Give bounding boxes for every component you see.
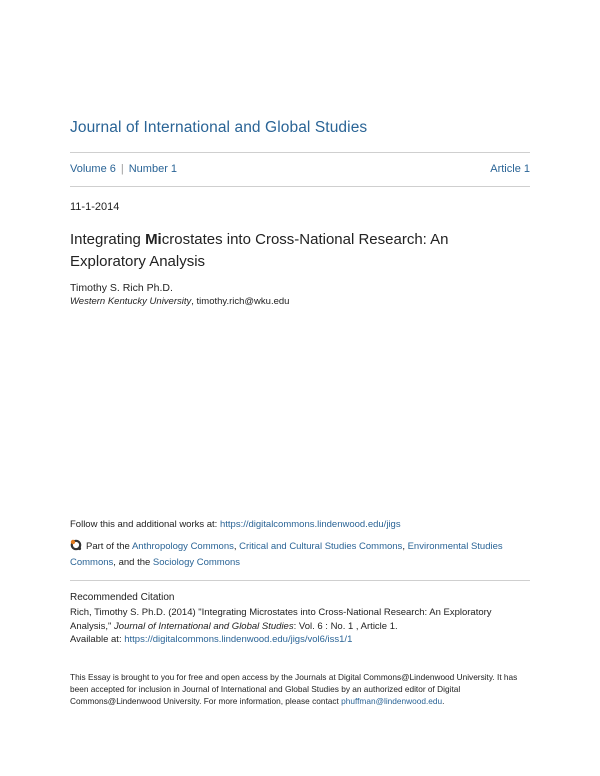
critical-cultural-commons-link[interactable]: Critical and Cultural Studies Commons [239, 541, 403, 552]
citation-journal: Journal of International and Global Studies [114, 620, 294, 632]
title-part1: Integrating [70, 231, 146, 248]
institution: Western Kentucky University [70, 296, 192, 307]
separator: , and the [113, 557, 153, 568]
separator: , [402, 541, 408, 552]
follow-text: Follow this and additional works at: [70, 519, 220, 530]
number-link[interactable]: Number 1 [128, 163, 178, 175]
article-url-link[interactable]: https://digitalcommons.lindenwood.edu/jigs/vol6/iss1/1 [124, 634, 353, 645]
part-of-prefix: Part of the [86, 541, 132, 552]
breadcrumb-separator: | [120, 163, 124, 175]
access-notice [70, 671, 530, 707]
contact-email-link[interactable]: phuffman@lindenwood.edu [341, 696, 443, 706]
top-divider [70, 152, 530, 153]
recommended-citation-text [70, 606, 530, 647]
anthropology-commons-link[interactable]: Anthropology Commons [131, 541, 234, 552]
citation-divider [70, 580, 530, 581]
author-affiliation [70, 296, 289, 307]
follow-line [70, 519, 401, 530]
author-name: Timothy S. Rich Ph.D. [70, 282, 173, 294]
network-commons-icon [70, 539, 82, 551]
follow-link[interactable]: https://digitalcommons.lindenwood.edu/jigs [219, 519, 401, 530]
article-link[interactable]: Article 1 [490, 163, 530, 175]
title-bold-fragment: Mi [145, 231, 162, 248]
title-part2: crostates into Cross-National Research: An Exploratory Analysis [70, 231, 449, 270]
article-title [70, 229, 510, 273]
footer-end: . [442, 696, 445, 706]
recommended-citation-heading: Recommended Citation [70, 592, 175, 603]
separator: , [233, 541, 240, 552]
environmental-commons-link[interactable]: Environmental Studies Commons [70, 541, 503, 568]
second-divider [70, 186, 530, 187]
citation-tail: : Vol. 6 : No. 1 , Article 1. [293, 620, 398, 632]
available-label: Available at: [70, 634, 125, 645]
author-email: , timothy.rich@wku.edu [191, 296, 290, 307]
journal-title-link[interactable]: Journal of International and Global Studies [70, 119, 368, 136]
publication-date: 11-1-2014 [70, 201, 120, 213]
citation-line: Rich, Timothy S. Ph.D. (2014) "Integrating Microstates into Cross-National Research: An Exploratory Analysis," [70, 607, 492, 632]
part-of-commons [70, 539, 530, 571]
sociology-commons-link[interactable]: Sociology Commons [152, 557, 241, 568]
access-notice-text: This Essay is brought to you for free and open access by the Journals at Digital Commons@Lindenwood University. It has been accepted for inclusion in Journal of International and Global Studies by an authorized editor of Digital Commons@Lindenwood University. For more information, please contact [70, 672, 518, 706]
volume-link[interactable]: Volume 6 [70, 163, 116, 175]
issue-breadcrumb [70, 163, 530, 175]
